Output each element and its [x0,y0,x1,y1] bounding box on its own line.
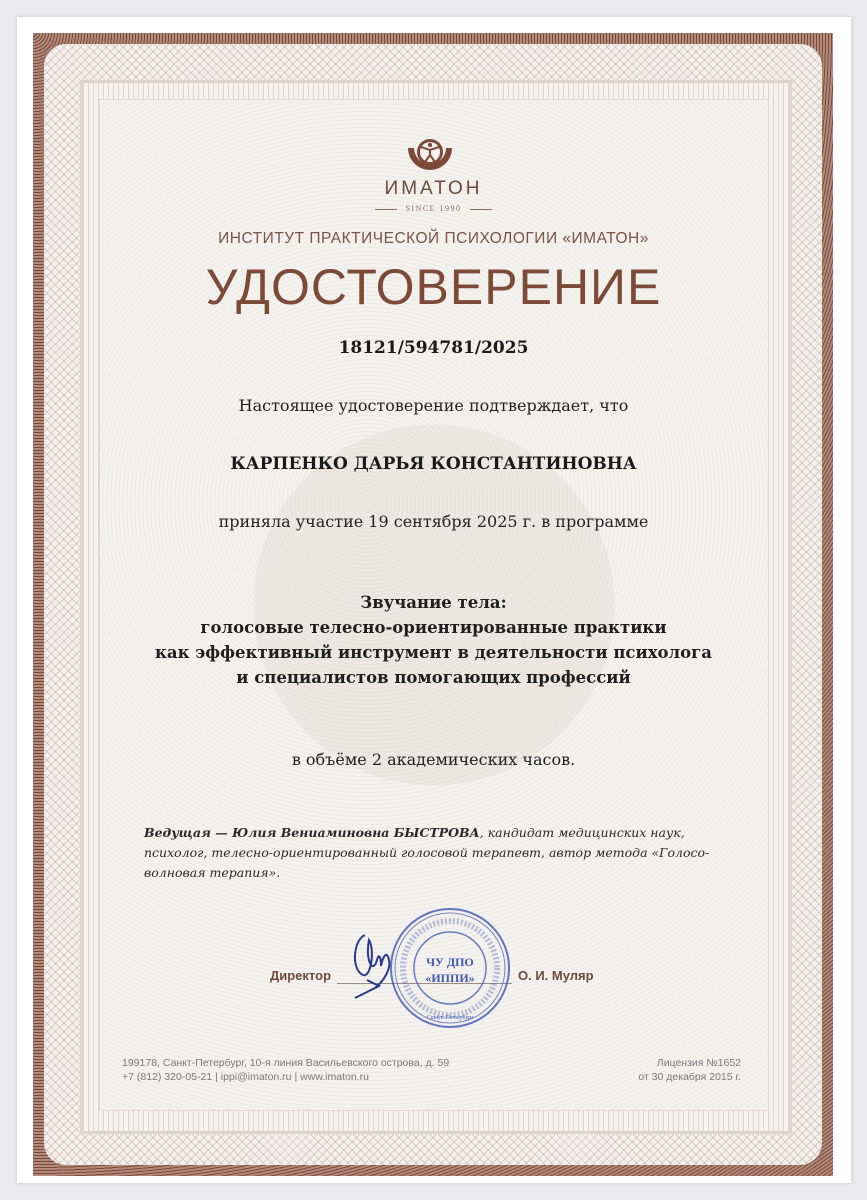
director-label: Директор [270,968,332,983]
program-line: как эффективный инструмент в деятельности психолога [154,643,712,662]
recipient-name: КАРПЕНКО ДАРЬЯ КОНСТАНТИНОВНА [230,454,637,474]
program-title [0,590,867,690]
footer-contacts [122,1056,449,1084]
signature-icon [345,930,425,1000]
program-line: и специалистов помогающих профессий [236,668,631,687]
program-line: голосовые телесно-ориентированные практики [200,618,667,637]
footer-phone-email-site: +7 (812) 320-05-21 | ippi@imaton.ru | www.imaton.ru [122,1071,369,1083]
license-date: от 30 декабря 2015 г. [638,1071,741,1083]
confirm-text: Настоящее удостоверение подтверждает, что [238,396,629,415]
program-line: Звучание тела: [360,593,507,612]
divider [375,209,397,210]
institute-name: ИНСТИТУТ ПРАКТИЧЕСКОЙ ПСИХОЛОГИИ «ИМАТОН» [218,230,649,247]
svg-text:Санкт-Петербург: Санкт-Петербург [426,1015,474,1021]
lead-info [144,823,744,883]
lead-name: Ведущая — Юлия Вениаминовна БЫСТРОВА [144,825,480,840]
lead-description: , кандидат медицинских наук, психолог, телесно-ориентированный голосовой терапевт, автор метода «Голосо-волновая терапия». [144,825,710,880]
divider [470,209,492,210]
since-text: SINCE 1990 [405,204,462,213]
svg-text:«ИППИ»: «ИППИ» [425,971,475,985]
participation-text: приняла участие 19 сентября 2025 г. в программе [218,512,649,531]
svg-text:ЧУ ДПО: ЧУ ДПО [426,955,474,969]
document-title: УДОСТОВЕРЕНИЕ [205,259,662,315]
footer-license [638,1056,741,1084]
certificate-number: 18121/594781/2025 [338,338,529,358]
since-tagline [0,204,867,213]
director-name: О. И. Муляр [518,968,594,983]
footer-address: 199178, Санкт-Петербург, 10-я линия Васильевского острова, д. 59 [122,1057,450,1069]
hours-text: в объёме 2 академических часов. [291,750,576,769]
brand-name: ИМАТОН [384,178,483,199]
imaton-logo-icon [404,138,456,178]
license-number: Лицензия №1652 [656,1057,741,1069]
